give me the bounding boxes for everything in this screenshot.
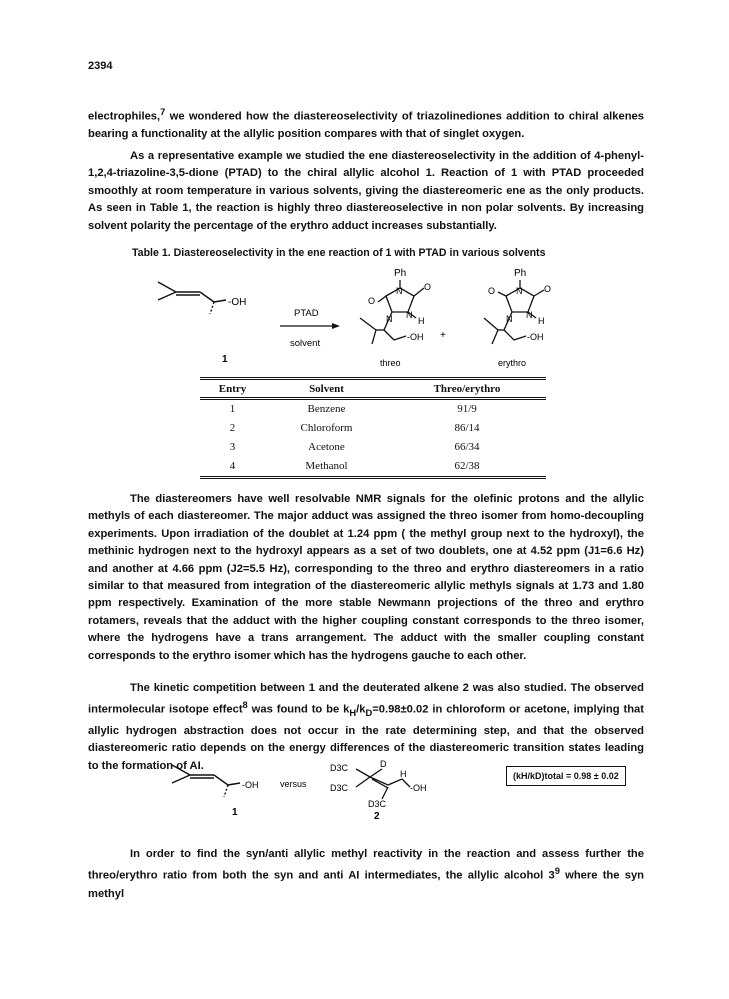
- cell-solvent: Acetone: [308, 441, 345, 453]
- header-solvent: Solvent: [265, 379, 388, 399]
- reference-9: 9: [554, 866, 560, 877]
- compound-1-label: 1: [222, 354, 228, 365]
- scheme2-h: H: [400, 769, 407, 779]
- cell-ratio: 62/38: [388, 457, 546, 478]
- versus-label: versus: [280, 779, 307, 789]
- cell-entry: 3: [229, 441, 236, 453]
- reagent-label: PTAD: [294, 308, 319, 319]
- table-row: [200, 419, 546, 438]
- threo-o1: O: [424, 282, 432, 292]
- threo-o2: O: [368, 296, 376, 306]
- paragraph-5-text-b: where the syn methyl: [88, 870, 644, 900]
- cell-ratio: 66/34: [454, 441, 480, 453]
- table-row: [200, 457, 546, 478]
- paragraph-4-text-b: was found to be k: [247, 704, 350, 717]
- paragraph-1-text-b: we wondered how the diastereoselectivity of triazolinediones addition to chiral alkenes bearing a functionality at the allylic position compares with that of singlet oxygen.: [88, 110, 644, 141]
- paragraph-3: The diastereomers have well resolvable NMR signals for the olefinic protons and the allylic methyls of each diastereomer. The major adduct was assigned the threo isomer from homo-decoupling experiments. Upon irradiation of the doublet at 1.24 ppm ( the methyl group next to the hydroxyl), the methinic hydrogen next to the hydroxyl appears as a set of two doublets, one at 4.52 ppm (J1=6.6 Hz) and another at 4.66 ppm (J2=5.5 Hz), corresponding to the threo and erythro diastereomers in a ratio similar to that measured from integration of the diastereomeric allylic methyls signals at 1.73 and 1.80 ppm respectively. Examination of the more stable Newmann projections of the threo and erythro rotamers, reveals that the adduct with the higher coupling constant corresponds to the threo isomer, where the hydrogens have a trans arrangement. The adduct with the smaller coupling constant corresponds to the erythro isomer which has the hydrogens gauche to each other.: [88, 493, 644, 662]
- cell-solvent: Benzene: [307, 403, 346, 415]
- table-row: [200, 399, 546, 420]
- isotope-effect-box: (kH/kD)total = 0.98 ± 0.02: [506, 766, 626, 786]
- scheme2-compound-2: 2: [374, 811, 380, 822]
- reference-8: 8: [242, 700, 248, 711]
- table-caption: Table 1. Diastereoselectivity in the ene reaction of 1 with PTAD in various solvents: [132, 247, 546, 259]
- header-ratio: Threo/erythro: [388, 379, 546, 399]
- scheme2-d3c-bottom: D3C: [368, 799, 387, 809]
- paragraph-4-text-a: The kinetic competition between 1 and the deuterated alkene 2 was also studied. The observed intermolecular isotope effect: [88, 682, 644, 717]
- cell-solvent: Methanol: [265, 457, 388, 478]
- erythro-label: erythro: [498, 358, 527, 368]
- cell-entry: 1: [229, 403, 236, 415]
- scheme2-d3c-left: D3C: [330, 783, 349, 793]
- erythro-o1: O: [544, 284, 552, 294]
- erythro-ph: Ph: [514, 268, 527, 279]
- cell-entry: 4: [200, 457, 265, 478]
- reference-7: 7: [160, 107, 166, 117]
- paragraph-1: [88, 104, 644, 144]
- erythro-n1: N: [506, 314, 513, 324]
- scheme2-d: D: [380, 759, 387, 769]
- plus-sign: +: [440, 330, 446, 341]
- header-entry: Entry: [200, 379, 265, 399]
- reaction-scheme-1: [150, 264, 610, 376]
- paragraph-5: [88, 846, 644, 903]
- threo-h: H: [418, 316, 425, 326]
- compound-1-oh: -OH: [228, 297, 247, 308]
- conditions-label: solvent: [290, 338, 321, 349]
- subscript-d: D: [365, 708, 373, 719]
- paragraph-4-text-c: =0.98±0.02 in chloroform or acetone, implying that allylic hydrogen abstraction does not occur in the rate determining step, and that the observed diastereomeric ratio depends on the energy differences of the diastereomeric transition states leading to the formation of AI.: [88, 704, 644, 772]
- compound-1-structure: [158, 282, 226, 314]
- diastereoselectivity-table: [200, 377, 546, 479]
- scheme2-oh-2: -OH: [410, 783, 427, 793]
- threo-ph: Ph: [394, 268, 407, 279]
- page-number: 2394: [88, 60, 113, 72]
- subscript-h: H: [349, 708, 357, 719]
- scheme2-d3c-top: D3C: [330, 763, 349, 773]
- scheme2-oh-1: -OH: [242, 780, 259, 790]
- scheme2-compound-1: 1: [232, 807, 238, 818]
- paragraph-1-text-a: electrophiles,: [88, 110, 161, 123]
- threo-label: threo: [380, 358, 401, 368]
- table-header-row: [200, 379, 546, 399]
- erythro-oh: -OH: [527, 332, 544, 342]
- k-slash: /k: [356, 704, 366, 717]
- erythro-n2: N: [526, 310, 533, 320]
- threo-n2: N: [406, 310, 413, 320]
- threo-n4: N: [396, 286, 403, 296]
- threo-oh: -OH: [407, 332, 424, 342]
- cell-solvent: Chloroform: [300, 422, 353, 434]
- paragraph-2: As a representative example we studied the ene diastereoselectivity in the addition of 4-phenyl-1,2,4-triazoline-3,5-dione (PTAD) to the chiral allylic alcohol 1. Reaction of 1 with PTAD proceeded smoothly at room temperature in various solvents, giving the diastereomeric ene as the only products. As seen in Table 1, the reaction is highly threo diastereoselective in non polar solvents. By increasing solvent polarity the percentage of the erythro adduct increases substantially.: [88, 150, 644, 232]
- compound-1-structure-b: [172, 765, 240, 797]
- cell-ratio: 86/14: [454, 422, 480, 434]
- erythro-o2: O: [488, 286, 496, 296]
- cell-ratio: 91/9: [457, 403, 477, 415]
- reaction-arrowhead: [332, 323, 340, 329]
- erythro-h: H: [538, 316, 545, 326]
- reaction-scheme-2: [170, 757, 500, 827]
- cell-entry: 2: [229, 422, 236, 434]
- paragraph-5-text-a: In order to find the syn/anti allylic methyl reactivity in the reaction and assess further the threo/erythro ratio from both the syn and anti AI intermediates, the allylic alcohol 3: [88, 848, 644, 883]
- table-row: [200, 438, 546, 457]
- threo-n1: N: [386, 314, 393, 324]
- erythro-n4: N: [516, 286, 523, 296]
